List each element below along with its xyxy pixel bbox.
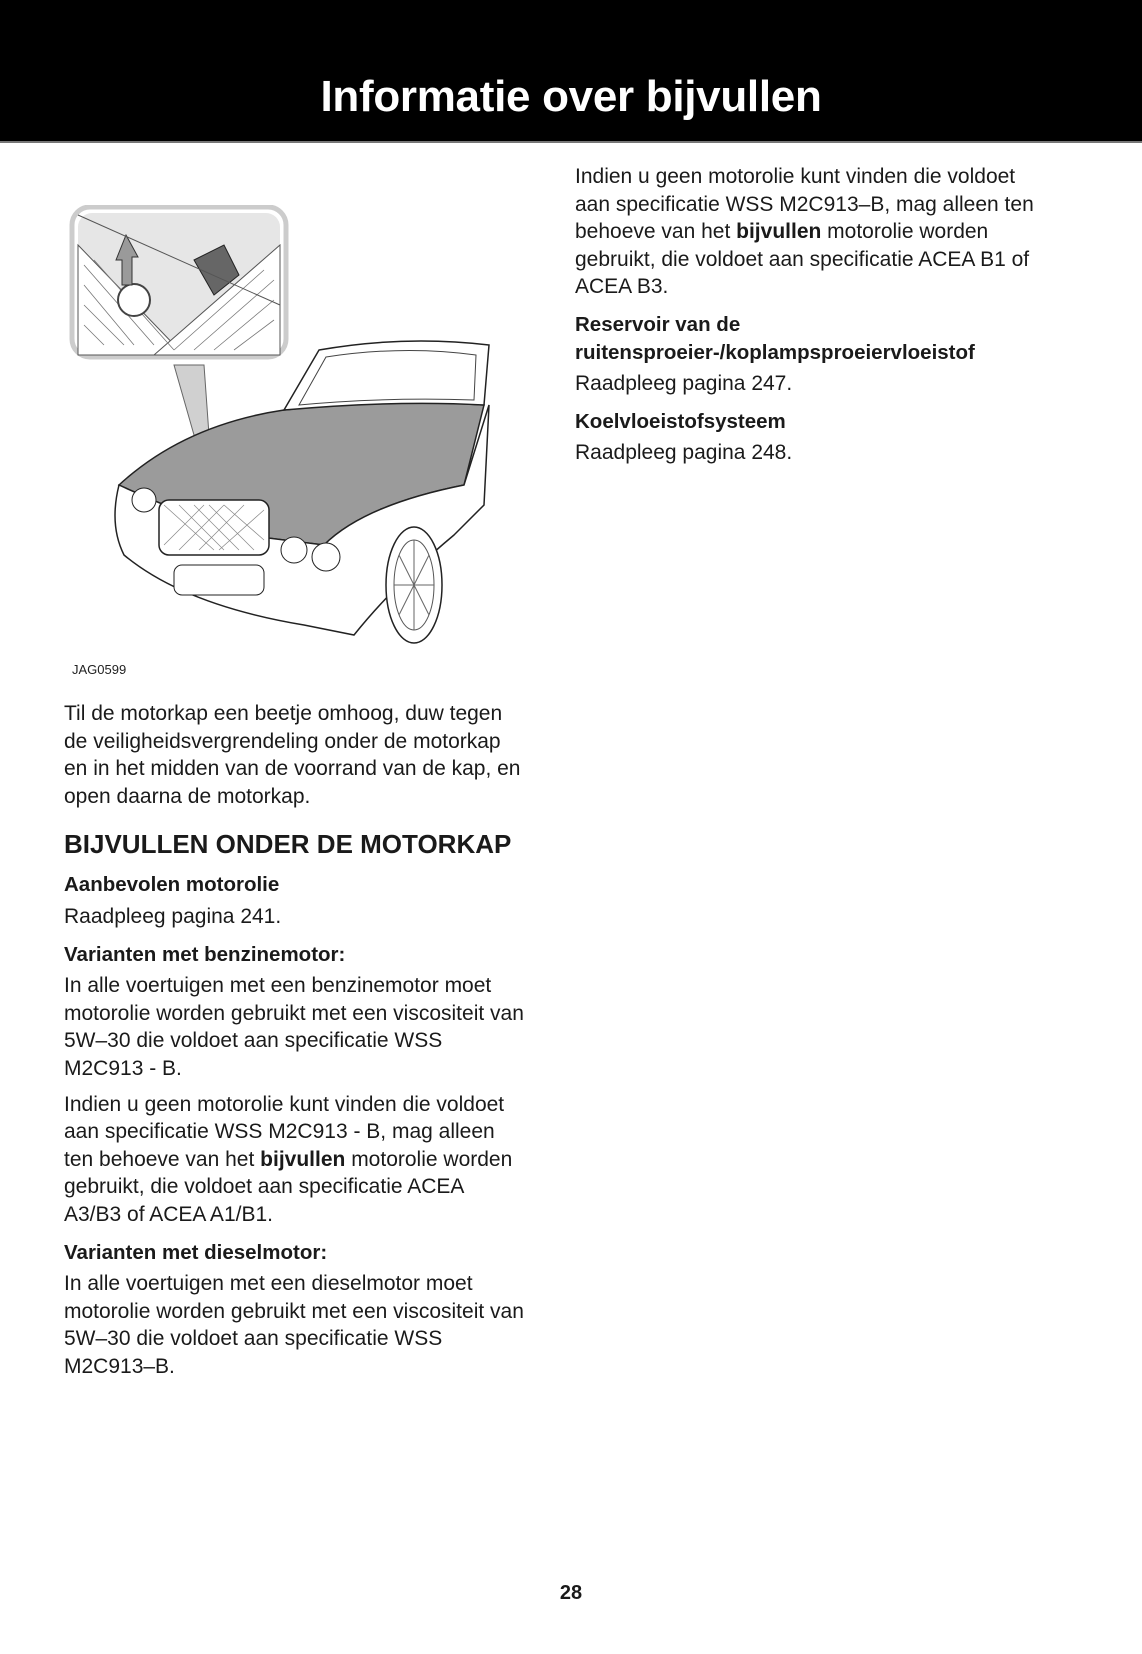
left-column — [64, 700, 524, 1388]
coolant-text: Raadpleeg pagina 248. — [575, 441, 793, 465]
right-column — [575, 163, 1035, 475]
text-bold: bijvullen — [736, 220, 822, 244]
intro-paragraph: Til de motorkap een beetje omhoog, duw tegen de veiligheidsvergrendeling onder de motorkap en in het midden van de voorrand van de kap, en open daarna de motorkap. — [64, 702, 521, 808]
page-title: Informatie over bijvullen — [320, 72, 822, 121]
page-header — [0, 0, 1142, 143]
subheading-diesel: Varianten met dieselmotor: — [64, 1240, 328, 1264]
text-part: Indien u geen motorolie kunt vinden die voldoet aan specificatie WSS M2C913 - B, mag alleen ten behoeve van het — [64, 1092, 505, 1171]
petrol-alt-text — [64, 1091, 524, 1229]
text-part: motorolie worden gebruikt, die voldoet aan specificatie ACEA A3/B3 of ACEA A1/B1. — [64, 1147, 513, 1226]
diesel-text: In alle voertuigen met een dieselmotor moet motorolie worden gebruikt met een viscositeit van 5W–30 die voldoet aan specificatie WSS M2C913–B. — [64, 1272, 524, 1378]
diesel-alt-text — [575, 163, 1035, 301]
subheading-washer-reservoir: Reservoir van de ruitensproeier-/koplampsproeiervloeistof — [575, 312, 975, 364]
petrol-text: In alle voertuigen met een benzinemotor moet motorolie worden gebruikt met een viscositeit van 5W–30 die voldoet aan specificatie WSS M2C913 - B. — [64, 974, 524, 1080]
washer-reservoir-text: Raadpleeg pagina 247. — [575, 372, 793, 396]
subheading-coolant: Koelvloeistofsysteem — [575, 409, 786, 433]
recommended-oil-text: Raadpleeg pagina 241. — [64, 904, 282, 928]
text-part: Indien u geen motorolie kunt vinden die voldoet aan specificatie WSS M2C913–B, mag alleen ten behoeve van het — [575, 165, 1034, 244]
section-heading: BIJVULLEN ONDER DE MOTORKAP — [64, 829, 512, 860]
subheading-petrol: Varianten met benzinemotor: — [64, 942, 346, 966]
text-bold: bijvullen — [260, 1147, 346, 1171]
page-number: 28 — [559, 1582, 583, 1604]
car-hood-illustration — [64, 205, 524, 685]
figure-label: JAG0599 — [72, 662, 127, 677]
subheading-recommended-oil: Aanbevolen motorolie — [64, 873, 280, 897]
text-part: motorolie worden gebruikt, die voldoet aan specificatie ACEA B1 of ACEA B3. — [575, 220, 1030, 299]
